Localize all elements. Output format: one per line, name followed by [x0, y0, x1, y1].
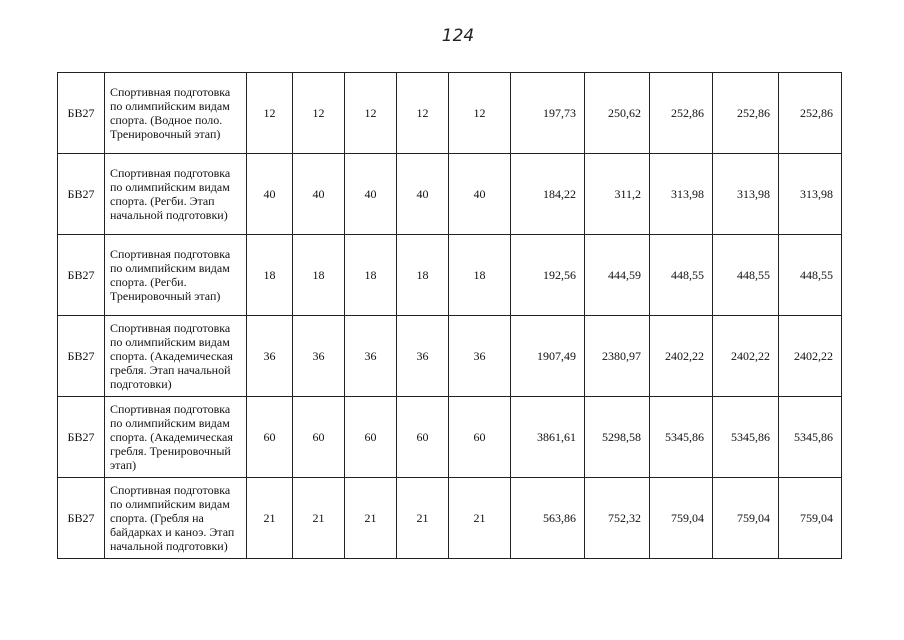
amount-cell: 448,55	[779, 235, 842, 316]
code-cell: БВ27	[58, 397, 105, 478]
amount-cell: 3861,61	[511, 397, 585, 478]
amount-cell: 184,22	[511, 154, 585, 235]
table-row	[58, 73, 842, 154]
table-row	[58, 154, 842, 235]
count-cell: 12	[449, 73, 511, 154]
count-cell: 12	[345, 73, 397, 154]
amount-cell: 1907,49	[511, 316, 585, 397]
amount-cell: 313,98	[650, 154, 713, 235]
code-cell: БВ27	[58, 235, 105, 316]
count-cell: 60	[345, 397, 397, 478]
amount-cell: 197,73	[511, 73, 585, 154]
description-cell: Спортивная подготовка по олимпийским видам спорта. (Регби. Тренировочный этап)	[105, 235, 247, 316]
description-cell: Спортивная подготовка по олимпийским видам спорта. (Регби. Этап начальной подготовки)	[105, 154, 247, 235]
table-row	[58, 235, 842, 316]
amount-cell: 2402,22	[713, 316, 779, 397]
count-cell: 60	[293, 397, 345, 478]
count-cell: 21	[397, 478, 449, 559]
count-cell: 12	[293, 73, 345, 154]
amount-cell: 192,56	[511, 235, 585, 316]
count-cell: 18	[449, 235, 511, 316]
count-cell: 21	[449, 478, 511, 559]
count-cell: 36	[247, 316, 293, 397]
count-cell: 18	[345, 235, 397, 316]
count-cell: 60	[397, 397, 449, 478]
description-cell: Спортивная подготовка по олимпийским видам спорта. (Академическая гребля. Этап начальной подготовки)	[105, 316, 247, 397]
amount-cell: 759,04	[779, 478, 842, 559]
count-cell: 18	[397, 235, 449, 316]
amount-cell: 2380,97	[585, 316, 650, 397]
count-cell: 18	[247, 235, 293, 316]
data-table	[57, 72, 842, 559]
count-cell: 60	[449, 397, 511, 478]
page-number: 124	[441, 26, 475, 46]
amount-cell: 448,55	[713, 235, 779, 316]
count-cell: 36	[449, 316, 511, 397]
count-cell: 36	[397, 316, 449, 397]
count-cell: 40	[247, 154, 293, 235]
amount-cell: 759,04	[713, 478, 779, 559]
count-cell: 60	[247, 397, 293, 478]
amount-cell: 5298,58	[585, 397, 650, 478]
count-cell: 36	[345, 316, 397, 397]
amount-cell: 250,62	[585, 73, 650, 154]
code-cell: БВ27	[58, 478, 105, 559]
amount-cell: 311,2	[585, 154, 650, 235]
amount-cell: 2402,22	[650, 316, 713, 397]
table-row	[58, 316, 842, 397]
count-cell: 12	[247, 73, 293, 154]
amount-cell: 5345,86	[713, 397, 779, 478]
amount-cell: 444,59	[585, 235, 650, 316]
table-row	[58, 478, 842, 559]
description-cell: Спортивная подготовка по олимпийским видам спорта. (Водное поло. Тренировочный этап)	[105, 73, 247, 154]
amount-cell: 752,32	[585, 478, 650, 559]
amount-cell: 448,55	[650, 235, 713, 316]
description-cell: Спортивная подготовка по олимпийским видам спорта. (Гребля на байдарках и каноэ. Этап начальной подготовки)	[105, 478, 247, 559]
count-cell: 36	[293, 316, 345, 397]
count-cell: 21	[345, 478, 397, 559]
count-cell: 21	[293, 478, 345, 559]
amount-cell: 5345,86	[650, 397, 713, 478]
count-cell: 12	[397, 73, 449, 154]
amount-cell: 252,86	[650, 73, 713, 154]
amount-cell: 252,86	[713, 73, 779, 154]
code-cell: БВ27	[58, 154, 105, 235]
code-cell: БВ27	[58, 73, 105, 154]
count-cell: 40	[345, 154, 397, 235]
amount-cell: 252,86	[779, 73, 842, 154]
description-cell: Спортивная подготовка по олимпийским видам спорта. (Академическая гребля. Тренировочный этап)	[105, 397, 247, 478]
count-cell: 40	[293, 154, 345, 235]
count-cell: 40	[449, 154, 511, 235]
amount-cell: 313,98	[713, 154, 779, 235]
amount-cell: 563,86	[511, 478, 585, 559]
table-row	[58, 397, 842, 478]
amount-cell: 2402,22	[779, 316, 842, 397]
count-cell: 40	[397, 154, 449, 235]
code-cell: БВ27	[58, 316, 105, 397]
amount-cell: 5345,86	[779, 397, 842, 478]
count-cell: 21	[247, 478, 293, 559]
count-cell: 18	[293, 235, 345, 316]
amount-cell: 759,04	[650, 478, 713, 559]
amount-cell: 313,98	[779, 154, 842, 235]
